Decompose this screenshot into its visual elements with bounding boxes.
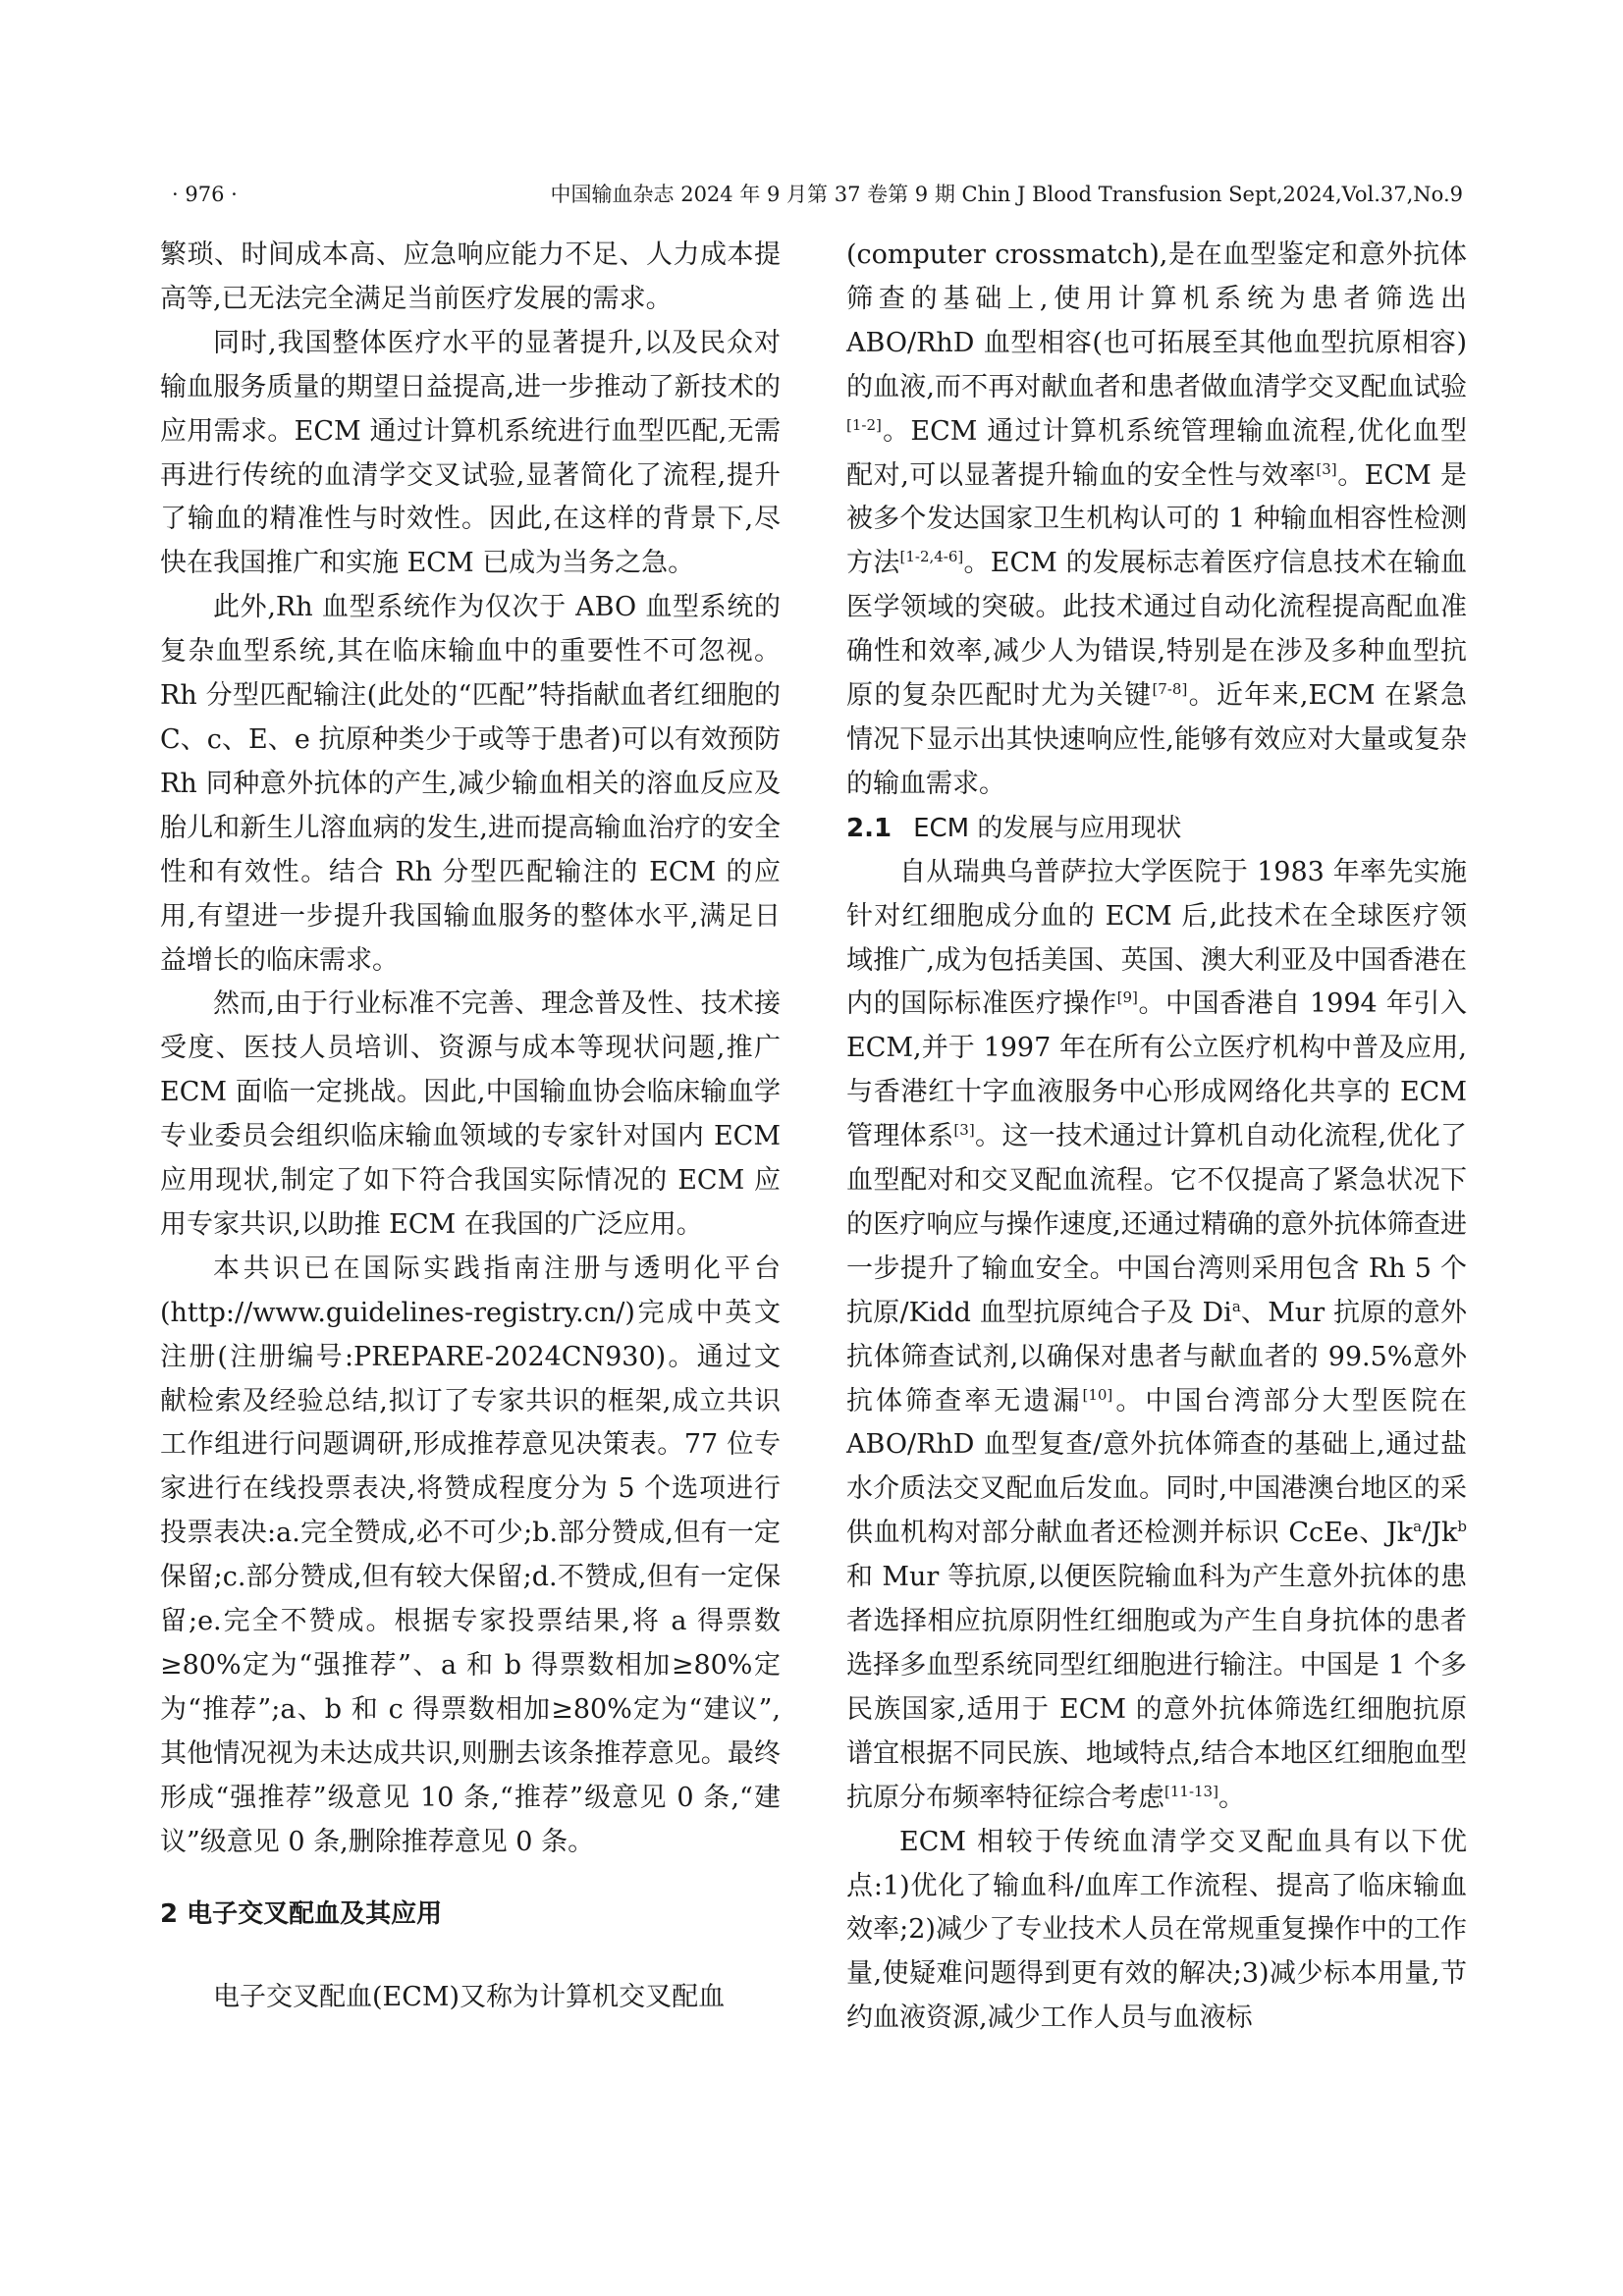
paragraph: 同时,我国整体医疗水平的显著提升,以及民众对输血服务质量的期望日益提高,进一步推动了新技术的应用需求。ECM 通过计算机系统进行血型匹配,无需再进行传统的血清学交叉试验,显著简化了流程,提升了输血的精准性与时效性。因此,在这样的背景下,尽快在我国推广和实施 ECM 已成为当务之急。 [160, 327, 781, 579]
subsection-number: 2.1 [846, 813, 893, 843]
paragraph: ECM 相较于传统血清学交叉配血具有以下优点:1)优化了输血科/血库工作流程、提高了临床输血效率;2)减少了专业技术人员在常规重复操作中的工作量,使疑难问题得到更有效的解决;3)减少标本用量,节约血液资源,减少工作人员与血液标 [846, 1826, 1467, 2034]
paragraph: 电子交叉配血(ECM)又称为计算机交叉配血 [213, 1982, 726, 2013]
text-run: /Jk [1422, 1518, 1458, 1549]
left-column [160, 234, 781, 2020]
paragraph [846, 234, 1467, 807]
superscript: a [1413, 1518, 1423, 1536]
paragraph [846, 851, 1467, 1821]
superscript: b [1457, 1518, 1467, 1536]
text-run: 。ECM 通过计算机系统管理输血流程,优化血型配对,可以显著提升输血的安全性与效率 [846, 415, 1467, 491]
citation-ref: [7-8] [1152, 680, 1188, 699]
text-run: 。中国台湾部分大型医院在 ABO/RhD 血型复查/意外抗体筛查的基础上,通过盐水介质法交叉配血后发血。同时,中国港澳台地区的采供血机构对部分献血者还检测并标识 CcEe、Jk [846, 1385, 1468, 1549]
paragraph: 然而,由于行业标准不完善、理念普及性、技术接受度、医技人员培训、资源与成本等现状问题,推广 ECM 面临一定挑战。因此,中国输血协会临床输血学专业委员会组织临床输血领域的专家针对国内 ECM 应用现状,制定了如下符合我国实际情况的 ECM 应用专家共识,以助推 ECM 在我国的广泛应用。 [160, 988, 781, 1240]
citation-ref: [1-2,4-6] [899, 548, 964, 566]
text-run: (computer crossmatch),是在血型鉴定和意外抗体筛查的基础上,使用计算机系统为患者筛选出 ABO/RhD 血型相容(也可拓展至其他血型抗原相容)的血液,而不再对献血者和患者做血清学交叉配血试验 [846, 240, 1467, 402]
subsection-heading [846, 807, 1467, 851]
page-number: · 976 · [172, 183, 238, 206]
text-run: 。这一技术通过计算机自动化流程,优化了血型配对和交叉配血流程。它不仅提高了紧急状况下的医疗响应与操作速度,还通过精确的意外抗体筛查进一步提升了输血安全。中国台湾则采用包含 Rh 5 个抗原/Kidd 血型抗原纯合子及 Di [846, 1121, 1467, 1328]
right-column [846, 234, 1467, 2041]
text-run: 。ECM 的发展标志着医疗信息技术在输血医学领域的突破。此技术通过自动化流程提高配血准确性和效率,减少人为错误,特别是在涉及多种血型抗原的复杂匹配时尤为关键 [846, 548, 1467, 712]
text-run: 。近年来,ECM 在紧急情况下显示出其快速响应性,能够有效应对大量或复杂的输血需求。 [846, 680, 1467, 799]
superscript: a [1231, 1297, 1241, 1315]
citation-ref: [9] [1116, 988, 1138, 1007]
text-run: 和 Mur 等抗原,以便医院输血科为产生意外抗体的患者选择相应抗原阴性红细胞或为产生自身抗体的患者选择多血型系统同型红细胞进行输注。中国是 1 个多民族国家,适用于 ECM 的意外抗体筛选红细胞抗原谱宜根据不同民族、地域特点,结合本地区红细胞血型抗原分布频率特征综合考虑 [846, 1562, 1467, 1813]
paragraph: 此外,Rh 血型系统作为仅次于 ABO 血型系统的复杂血型系统,其在临床输血中的重要性不可忽视。Rh 分型匹配输注(此处的“匹配”特指献血者红细胞的 C、c、E、e 抗原种类少于或等于患者)可以有效预防 Rh 同种意外抗体的产生,减少输血相关的溶血反应及胎儿和新生儿溶血病的发生,进而提高输血治疗的安全性和有效性。结合 Rh 分型匹配输注的 ECM 的应用,有望进一步提升我国输血服务的整体水平,满足日益增长的临床需求。 [160, 592, 781, 976]
text-run: 。 [1217, 1782, 1245, 1813]
paragraph: 繁琐、时间成本高、应急响应能力不足、人力成本提高等,已无法完全满足当前医疗发展的需求。 [160, 240, 781, 314]
subsection-title: ECM 的发展与应用现状 [913, 813, 1182, 843]
journal-citation: 中国输血杂志 2024 年 9 月第 37 卷第 9 期 Chin J Blood Transfusion Sept,2024,Vol.37,No.9 [550, 183, 1463, 206]
running-header [160, 175, 1463, 214]
section-heading: 2 电子交叉配血及其应用 [160, 1898, 443, 1929]
text-run: 自从瑞典乌普萨拉大学医院于 1983 年率先实施针对红细胞成分血的 ECM 后,此技术在全球医疗领域推广,成为包括美国、英国、澳大利亚及中国香港在内的国际标准医疗操作 [846, 856, 1467, 1020]
text-run: 。ECM 是被多个发达国家卫生机构认可的 1 种输血相容性检测方法 [846, 459, 1467, 579]
citation-ref: [11-13] [1164, 1782, 1218, 1800]
citation-ref: [3] [1316, 459, 1337, 478]
citation-ref: [1-2] [846, 415, 882, 434]
citation-ref: [10] [1082, 1385, 1113, 1404]
text-run: 。中国香港自 1994 年引入 ECM,并于 1997 年在所有公立医疗机构中普及应用,与香港红十字血液服务中心形成网络化共享的 ECM 管理体系 [846, 988, 1467, 1152]
text-run: 、Mur 抗原的意外抗体筛查试剂,以确保对患者与献血者的 99.5%意外抗体筛查率无遗漏 [846, 1297, 1467, 1416]
citation-ref: [3] [953, 1121, 975, 1140]
paragraph: 本共识已在国际实践指南注册与透明化平台(http://www.guidelines-registry.cn/)完成中英文注册(注册编号:PREPARE-2024CN930)。通过文献检索及经验总结,拟订了专家共识的框架,成立共识工作组进行问题调研,形成推荐意见决策表。77 位专家进行在线投票表决,将赞成程度分为 5 个选项进行投票表决:a.完全赞成,必不可少;b.部分赞成,但有一定保留;c.部分赞成,但有较大保留;d.不赞成,但有一定保留;e.完全不赞成。根据专家投票结果,将 a 得票数≥80%定为“强推荐”、a 和 b 得票数相加≥80%定为“推荐”;a、b 和 c 得票数相加≥80%定为“建议”,其他情况视为未达成共识,则删去该条推荐意见。最终形成“强推荐”级意见 10 条,“推荐”级意见 0 条,“建议”级意见 0 条,删除推荐意见 0 条。 [160, 1253, 781, 1857]
